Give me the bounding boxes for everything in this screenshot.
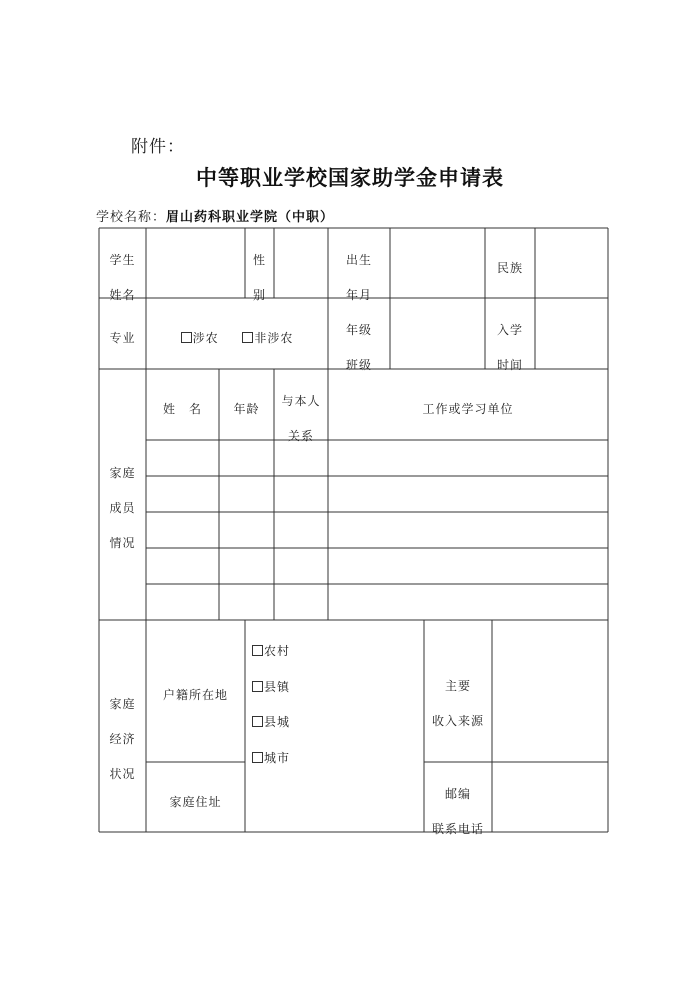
income-source-label: 主要 收入来源 [431, 679, 484, 728]
checkbox-town[interactable] [252, 681, 263, 692]
checkbox-county[interactable] [252, 716, 263, 727]
student-name-label: 学生 姓名 [109, 253, 136, 302]
school-name: 眉山药科职业学院（中职） [166, 210, 335, 225]
postcode-phone-label [424, 777, 492, 847]
option-agri: 涉农 [192, 331, 219, 345]
option-city: 城市 [264, 750, 291, 765]
birth-date-label: 出生 年月 [345, 253, 372, 302]
ethnicity-label: 民族 [496, 261, 523, 275]
col-work-header: 工作或学习单位 [422, 402, 514, 416]
major-options [146, 330, 328, 347]
household-label: 户籍所在地 [162, 688, 228, 702]
checkbox-city[interactable] [252, 752, 263, 763]
gender-label: 性 别 [252, 253, 266, 302]
household-options [252, 634, 290, 776]
option-county: 县城 [264, 715, 291, 729]
address-label: 家庭住址 [169, 795, 222, 809]
postcode-label: 邮编 [444, 787, 471, 801]
checkbox-non-agri[interactable] [242, 332, 253, 343]
option-non-agri: 非涉农 [254, 331, 294, 345]
attachment-label: 附件： [131, 137, 185, 157]
family-members-section-label: 家庭 成员 情况 [109, 466, 136, 550]
grade-class-label [328, 313, 390, 383]
col-name-header: 姓 名 [162, 402, 202, 416]
phone-label: 联系电话 [431, 822, 484, 836]
option-rural: 农村 [264, 644, 291, 658]
class-label: 班级 [345, 358, 372, 372]
grade-label: 年级 [345, 323, 372, 337]
checkbox-agri[interactable] [181, 332, 192, 343]
page-title: 中等职业学校国家助学金申请表 [196, 165, 504, 190]
option-town: 县镇 [264, 679, 291, 694]
major-label: 专业 [109, 331, 136, 345]
checkbox-rural[interactable] [252, 645, 263, 656]
col-age-header: 年龄 [233, 402, 260, 416]
enroll-time-label: 入学 时间 [496, 323, 523, 372]
school-label: 学校名称： [96, 210, 167, 225]
economy-section-label: 家庭 经济 状况 [109, 697, 136, 781]
col-relation-header: 与本人 关系 [281, 394, 321, 443]
